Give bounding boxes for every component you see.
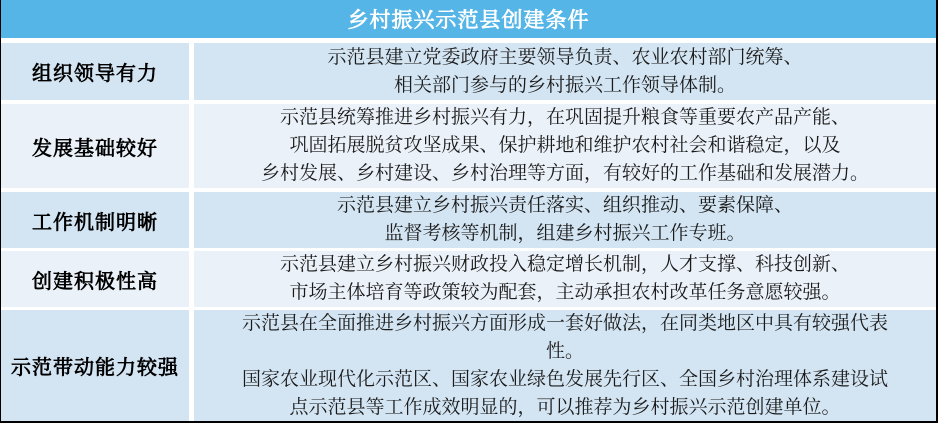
description-line: 市场主体培育等政策较为配套，主动承担农村改革任务意愿较强。 [289,282,841,303]
table-row [1,310,936,421]
description-line: 乡村发展、乡村建设、乡村治理等方面，有较好的工作基础和发展潜力。 [260,163,869,184]
table-row [1,251,936,307]
description-line: 示范县建立乡村振兴财政投入稳定增长机制，人才支撑、科技创新、 [279,254,850,275]
table-row [1,43,936,100]
table-row [1,104,936,188]
row-label: 创建积极性高 [1,251,189,307]
row-label: 工作机制明晰 [1,192,189,248]
table-row [1,192,936,248]
page-title: 乡村振兴示范县创建条件 [347,9,590,32]
description-line: 示范县建立党委政府主要领导负责、农业农村部门统筹、 [327,46,803,68]
row-label: 示范带动能力较强 [1,310,189,421]
row-description [194,192,936,248]
description-line: 示范县统筹推进乡村振兴有力，在巩固提升粮食等重要农产品产能、 [279,107,850,128]
row-description [194,43,936,100]
description-line: 示范县建立乡村振兴责任落实、组织推动、要素保障、 [336,195,793,216]
row-label: 组织领导有力 [1,43,189,100]
row-description [194,104,936,188]
description-line: 国家农业现代化示范区、国家农业绿色发展先行区、全国乡村治理体系建设试 [241,368,888,390]
description-line: 性。 [545,340,584,362]
table-header [1,0,936,38]
row-description [194,310,936,421]
description-line: 相关部门参与的乡村振兴工作领导体制。 [393,74,736,96]
description-line: 巩固拓展脱贫攻坚成果、保护耕地和维护农村社会和谐稳定，以及 [289,135,841,156]
description-line: 点示范县等工作成效明显的，可以推荐为乡村振兴示范创建单位。 [289,396,841,418]
row-description [194,251,936,307]
description-line: 示范县在全面推进乡村振兴方面形成一套好做法，在同类地区中具有较强代表 [241,312,888,334]
description-line: 监督考核等机制，组建乡村振兴工作专班。 [384,223,746,244]
row-label: 发展基础较好 [1,104,189,188]
